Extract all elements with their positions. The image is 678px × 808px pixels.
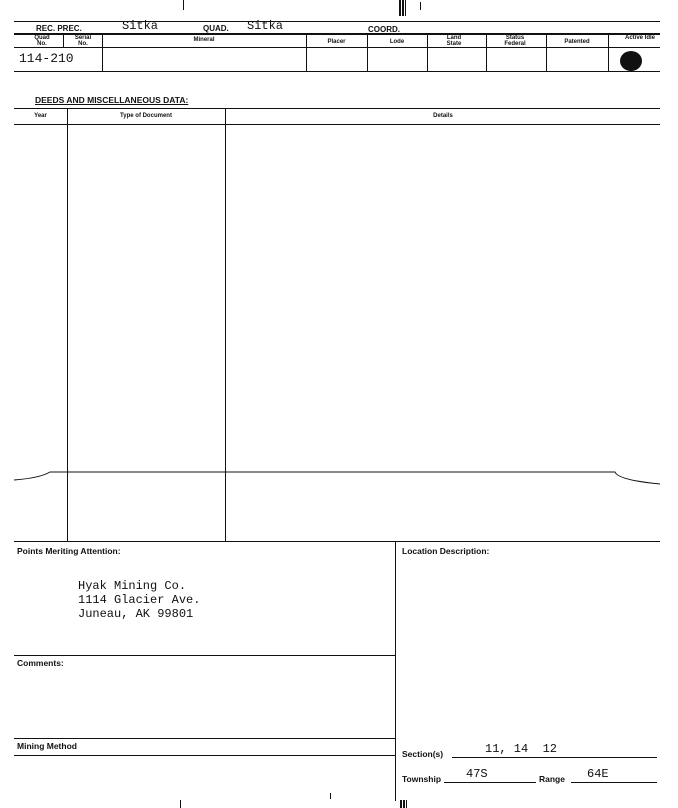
quad-serial-value: 114-210: [19, 51, 74, 66]
col-header-land-state: Land State: [446, 35, 462, 47]
col-header-mineral: Mineral: [193, 37, 215, 43]
coord-label: COORD.: [368, 25, 400, 34]
rec-prec-label: REC. PREC.: [36, 24, 82, 33]
quad-label: QUAD.: [203, 24, 229, 33]
rec-prec-value: Sitka: [122, 19, 159, 33]
sections-label: Section(s): [402, 749, 444, 759]
range-label: Range: [539, 774, 565, 784]
comments-top-rule: [14, 655, 395, 656]
col-header-active-idle: Active Idle: [624, 35, 655, 41]
active-mark: [620, 51, 642, 71]
col-divider: [427, 33, 428, 71]
deeds-col-year: Year: [34, 113, 47, 119]
col-header-patented: Patented: [564, 39, 590, 45]
col-header-quad-no: Quad No.: [34, 35, 50, 47]
sections-underline: [452, 757, 657, 758]
col-header-serial-no: Serial No.: [74, 35, 92, 47]
col-divider: [608, 33, 609, 71]
quad-value: Sitka: [247, 19, 284, 33]
mining-method-bottom-rule: [14, 755, 395, 756]
filing-mark-tick: [420, 2, 421, 10]
record-table-top-rule: [14, 33, 660, 35]
township-value: 47S: [466, 767, 488, 781]
township-label: Township: [402, 774, 442, 784]
range-underline: [571, 782, 657, 783]
col-header-placer: Placer: [327, 39, 346, 45]
filing-mark: [399, 0, 406, 16]
bottom-edge-tick: [330, 793, 331, 799]
township-underline: [444, 782, 536, 783]
mining-method-label: Mining Method: [17, 741, 77, 751]
deeds-col-details: Details: [433, 113, 453, 119]
range-value: 64E: [587, 767, 609, 781]
record-table-header-rule: [14, 47, 660, 48]
deeds-col-type-of-document: Type of Document: [120, 113, 172, 119]
top-edge-mark: [183, 0, 184, 10]
bottom-edge-tick: [180, 800, 181, 808]
points-line-3: Juneau, AK 99801: [78, 607, 194, 621]
col-divider: [63, 33, 64, 47]
col-header-lode: Lode: [389, 39, 405, 45]
bottom-region-top-rule: [14, 541, 660, 542]
deeds-section-title: DEEDS AND MISCELLANEOUS DATA:: [35, 95, 189, 105]
header-top-rule: [14, 21, 660, 22]
deeds-header-rule: [14, 124, 660, 125]
bottom-region-center-divider: [395, 541, 396, 801]
points-meriting-attention-label: Points Meriting Attention:: [17, 546, 121, 556]
col-header-status-federal: Status Federal: [504, 35, 526, 47]
sections-value: 11, 14 12: [485, 742, 558, 756]
record-table-bottom-rule: [14, 71, 660, 72]
location-description-label: Location Description:: [402, 546, 490, 556]
points-line-2: 1114 Glacier Ave.: [78, 593, 201, 607]
mining-method-top-rule: [14, 738, 395, 739]
comments-label: Comments:: [17, 658, 64, 668]
record-table: [14, 33, 660, 73]
filing-mark-bottom: [400, 800, 407, 808]
col-divider: [486, 33, 487, 71]
deeds-top-rule: [14, 108, 660, 109]
page-seam: [0, 460, 678, 490]
points-line-1: Hyak Mining Co.: [78, 579, 187, 593]
